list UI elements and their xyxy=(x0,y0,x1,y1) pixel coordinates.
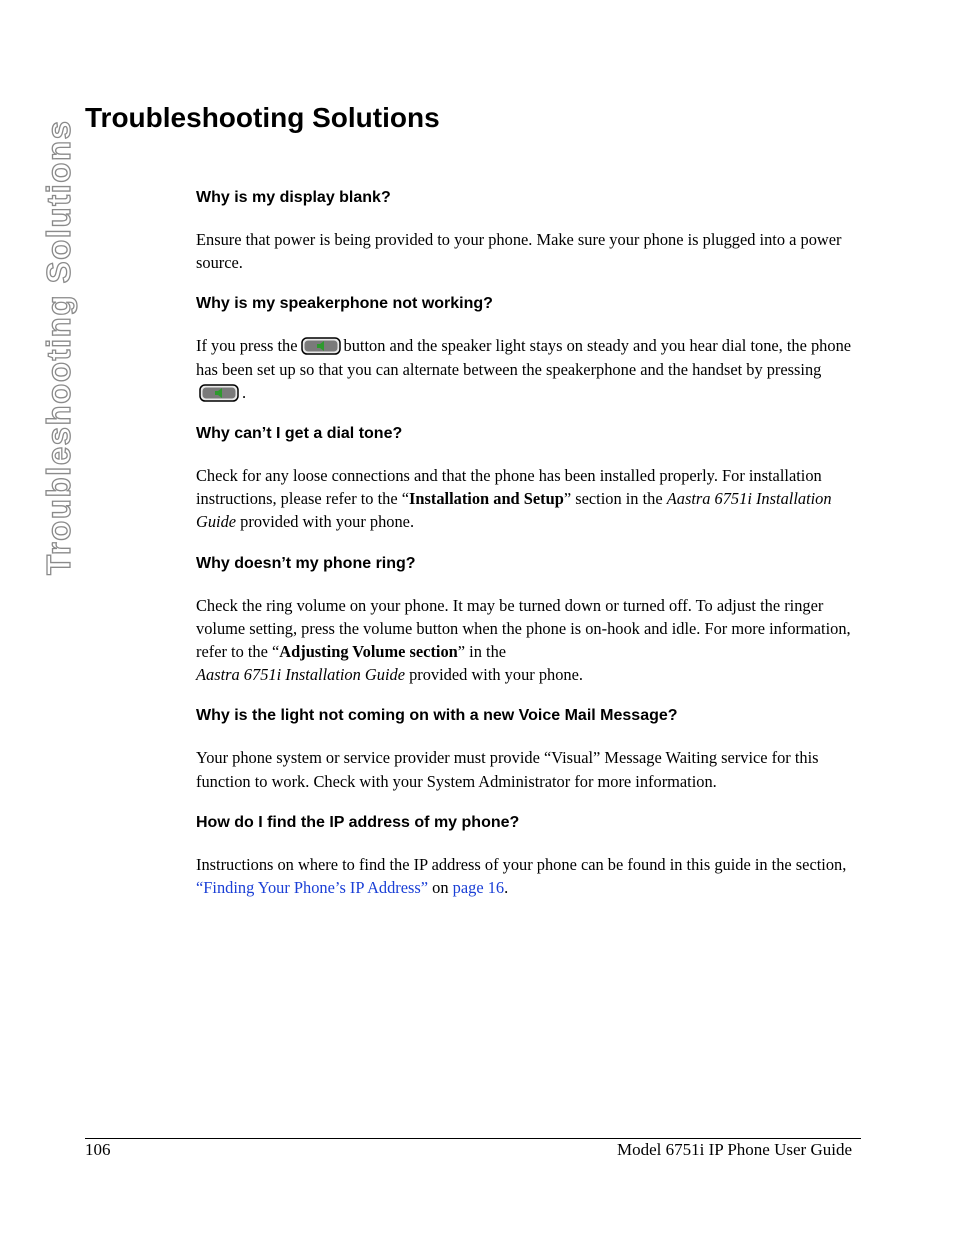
footer-guide-title: Model 6751i IP Phone User Guide xyxy=(617,1140,852,1159)
page-reference-link[interactable]: page 16 xyxy=(452,878,505,898)
speaker-button-icon xyxy=(301,337,341,355)
faq-heading: How do I find the IP address of my phone? xyxy=(196,813,520,831)
ip-address-section-link[interactable]: “Finding Your Phone’s IP Address” xyxy=(196,878,429,898)
footer-divider xyxy=(85,1138,861,1139)
faq-display-blank xyxy=(196,188,858,274)
main-content xyxy=(196,188,858,919)
faq-heading: Why is my speakerphone not working? xyxy=(196,295,493,313)
faq-body: If you press the button and the speaker light stays on steady and you hear dial tone, the phone has been set up so that you can alternate between the speakerphone and the handset by pressing. xyxy=(196,336,852,402)
faq-voice-mail-light xyxy=(196,706,858,792)
faq-ip-address xyxy=(196,813,858,899)
faq-heading: Why can’t I get a dial tone? xyxy=(196,425,403,443)
faq-speakerphone xyxy=(196,294,858,404)
page-title: Troubleshooting Solutions xyxy=(85,102,440,133)
footer-page-number: 106 xyxy=(85,1140,111,1159)
faq-heading: Why is the light not coming on with a new Voice Mail Message? xyxy=(196,707,678,725)
faq-heading: Why doesn’t my phone ring? xyxy=(196,554,416,572)
faq-body: Your phone system or service provider must provide “Visual” Message Waiting service for this function to work. Check with your System Administrator for more information. xyxy=(196,748,819,791)
speaker-button-icon xyxy=(199,384,239,402)
faq-phone-ring xyxy=(196,554,858,687)
faq-body: Check the ring volume on your phone. It may be turned down or turned off. To adjust the ringer volume setting, press the volume button when the phone is on-hook and idle. For more information, refer to the “Adjusting Volume section” in the Aastra 6751i Installation Guide provided with your phone. xyxy=(196,595,851,685)
side-tab-label: Troubleshooting Solutions xyxy=(40,119,77,575)
faq-body: Instructions on where to find the IP address of your phone can be found in this guide in the section, “Finding Your Phone’s IP Address” on page 16. xyxy=(196,854,847,898)
faq-body: Ensure that power is being provided to your phone. Make sure your phone is plugged into a power source. xyxy=(196,230,842,273)
faq-dial-tone xyxy=(196,424,858,534)
faq-heading: Why is my display blank? xyxy=(196,189,391,206)
faq-body: Check for any loose connections and that the phone has been installed properly. For installation instructions, please refer to the “Installation and Setup” section in the Aastra 6751i Installation Guide provided with your phone. xyxy=(196,466,832,532)
